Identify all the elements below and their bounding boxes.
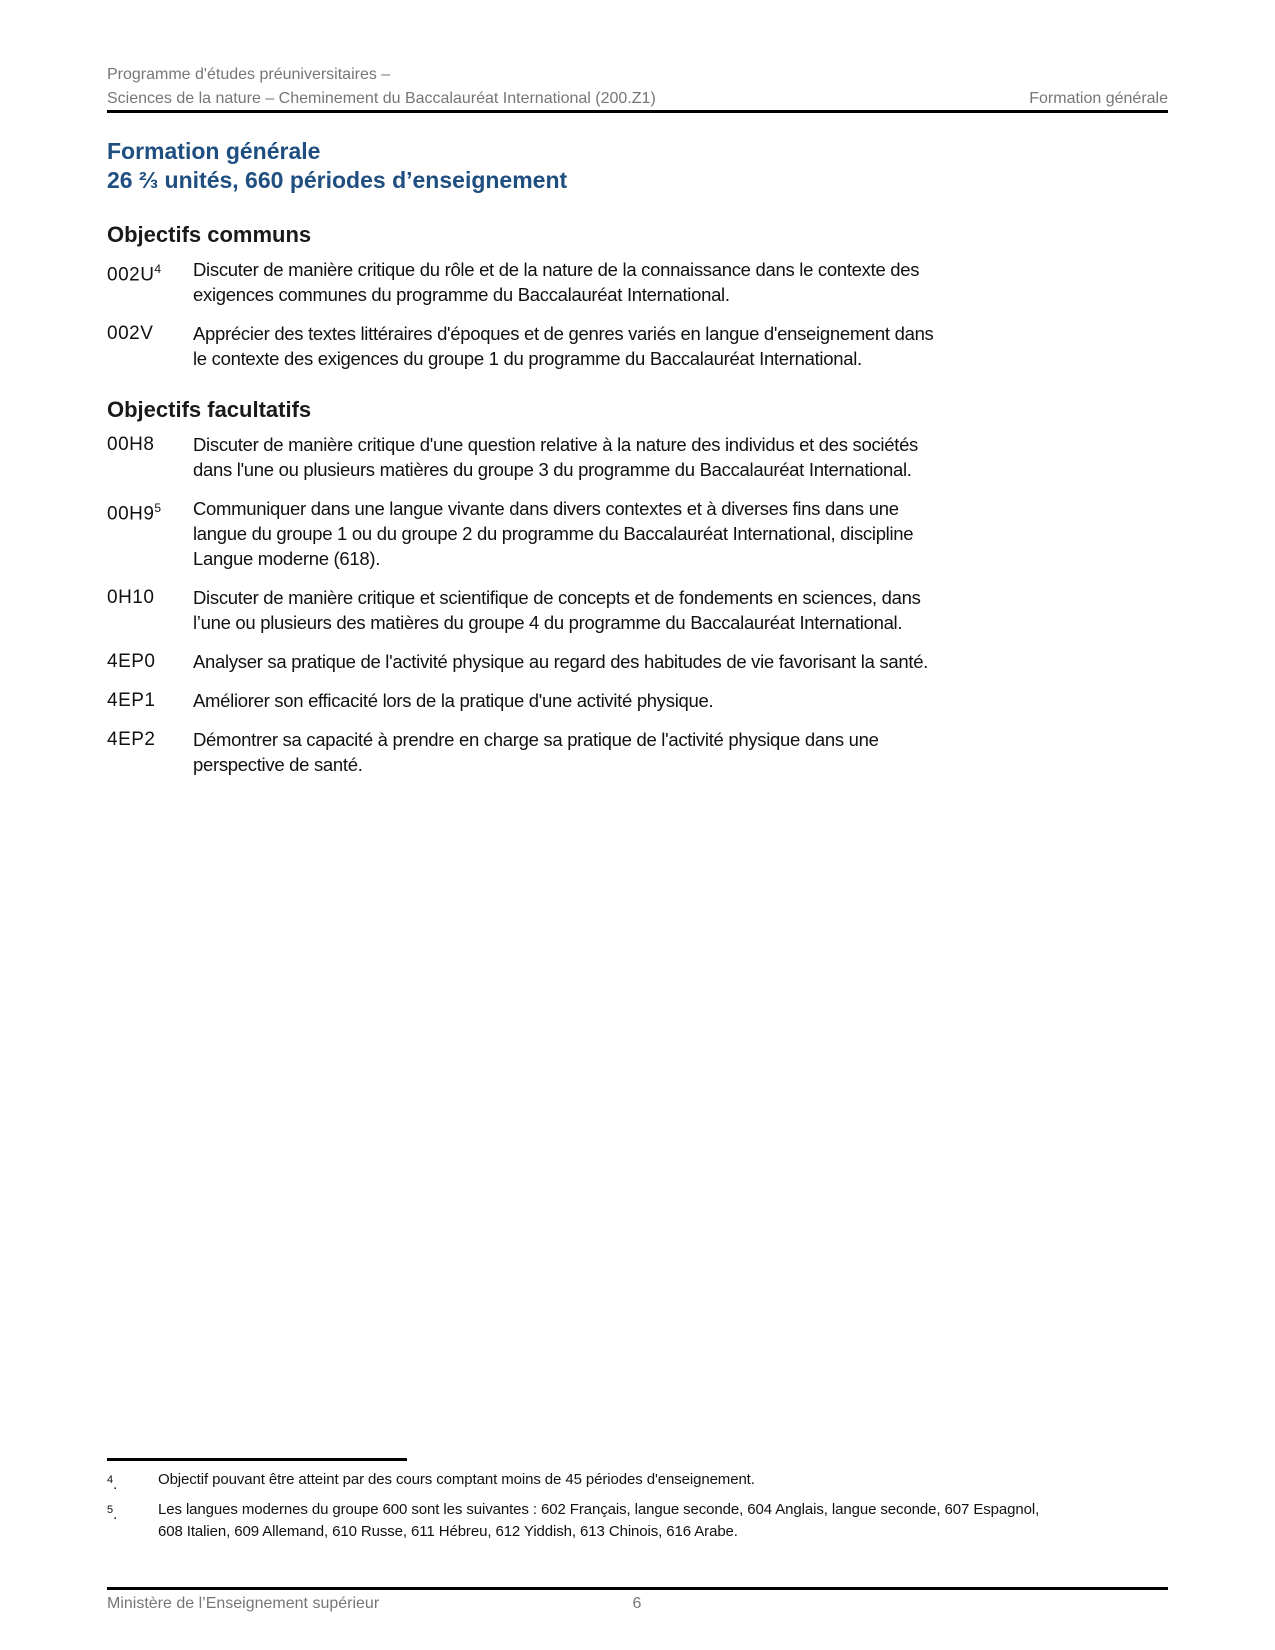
text-line: Démontrer sa capacité à prendre en charge sa pratique de l'activité physique dans une <box>193 729 879 750</box>
objective-002U <box>107 257 1168 307</box>
section-heading-objectifs-communs: Objectifs communs <box>107 222 312 247</box>
objective-00H8 <box>107 432 1168 482</box>
text-line: Langue moderne (618). <box>193 548 381 569</box>
text-line: Les langues modernes du groupe 600 sont les suivantes : 602 Français, langue seconde, 604 Anglais, langue seconde, 607 Espagnol, <box>158 1501 1040 1518</box>
footnotes <box>107 1469 1168 1546</box>
footnote-ref-5: 5 <box>154 501 162 515</box>
text-line: perspective de santé. <box>193 754 363 775</box>
objective-4EP0 <box>107 649 1168 674</box>
text-line: l’une ou plusieurs des matières du groupe 4 du programme du Baccalauréat International. <box>193 612 903 633</box>
text-line: Améliorer son efficacité lors de la pratique d'une activité physique. <box>193 690 714 711</box>
objective-text <box>193 432 1168 482</box>
footer-rule <box>107 1587 1168 1590</box>
objective-text <box>193 257 1168 307</box>
text-line: exigences communes du programme du Baccalauréat International. <box>193 284 730 305</box>
footnote-text <box>158 1499 1168 1543</box>
header-rule <box>107 110 1168 113</box>
footnote-separator <box>107 1458 407 1461</box>
objective-text <box>193 649 1168 674</box>
objective-text <box>193 321 1168 371</box>
footnote-marker: $^4$. <box>107 1474 118 1493</box>
footnote-ref-4: 4 <box>154 262 162 276</box>
page-number: 6 <box>632 1595 642 1612</box>
main-content <box>107 222 1168 791</box>
objective-code: 00H8 <box>107 434 155 455</box>
text-line: Analyser sa pratique de l'activité physique au regard des habitudes de vie favorisant la santé. <box>193 651 929 672</box>
objective-text <box>193 688 1168 713</box>
text-line: le contexte des exigences du groupe 1 du programme du Baccalauréat International. <box>193 348 862 369</box>
objective-text <box>193 496 1168 571</box>
text-line: langue du groupe 1 ou du groupe 2 du programme du Baccalauréat International, discipline <box>193 523 914 544</box>
objective-text <box>193 727 1168 777</box>
text-line: 608 Italien, 609 Allemand, 610 Russe, 611 Hébreu, 612 Yiddish, 613 Chinois, 616 Arabe. <box>158 1523 738 1540</box>
objective-002V <box>107 321 1168 371</box>
section-heading-objectifs-facultatifs: Objectifs facultatifs <box>107 397 312 422</box>
footnote-marker: $^5$. <box>107 1504 118 1523</box>
objective-4EP1 <box>107 688 1168 713</box>
text-line: Apprécier des textes littéraires d'époques et de genres variés en langue d'enseignement dans <box>193 323 934 344</box>
header-right: Formation générale <box>1029 90 1168 107</box>
objective-code: 4EP1 <box>107 690 156 711</box>
text-line: Discuter de manière critique et scientifique de concepts et de fondements en sciences, dans <box>193 587 921 608</box>
objective-0H10 <box>107 585 1168 635</box>
objective-code: $002U^4$ <box>107 262 162 286</box>
objective-code: 4EP0 <box>107 651 156 672</box>
objective-4EP2 <box>107 727 1168 777</box>
text-line: Objectif pouvant être atteint par des cours comptant moins de 45 périodes d'enseignement. <box>158 1471 755 1488</box>
objective-code: 0H10 <box>107 587 155 608</box>
footer-ministry: Ministère de l’Enseignement supérieur <box>107 1595 380 1612</box>
header-left <box>107 63 656 111</box>
page-title-block <box>107 137 567 195</box>
page-subtitle: 26 ⅔ unités, 660 périodes d’enseignement <box>107 167 568 193</box>
objective-text <box>193 585 1168 635</box>
text-line: dans l'une ou plusieurs matières du groupe 3 du programme du Baccalauréat International. <box>193 459 912 480</box>
header-left-line-2: Sciences de la nature – Cheminement du Baccalauréat International (200.Z1) <box>107 90 656 107</box>
text-line: Discuter de manière critique d'une question relative à la nature des individus et des sociétés <box>193 434 919 455</box>
objective-code: 4EP2 <box>107 729 156 750</box>
objective-code: 002V <box>107 323 154 344</box>
objective-code: $00H9^5$ <box>107 501 162 525</box>
objective-00H9 <box>107 496 1168 571</box>
footnote-text <box>158 1469 1168 1496</box>
text-line: Discuter de manière critique du rôle et de la nature de la connaissance dans le contexte des <box>193 259 920 280</box>
header-left-line-1: Programme d'études préuniversitaires – <box>107 66 391 83</box>
footnote-4 <box>107 1469 1168 1496</box>
page-title: Formation générale <box>107 138 321 164</box>
text-line: Communiquer dans une langue vivante dans divers contextes et à diverses fins dans une <box>193 498 899 519</box>
footnote-5 <box>107 1499 1168 1543</box>
